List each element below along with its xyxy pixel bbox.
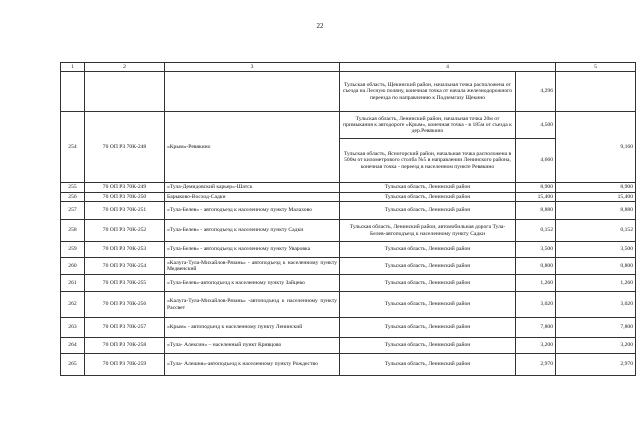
total-cell: 3,500 — [556, 242, 636, 258]
name-cell: «Тула- Алексин» – населенный пункт Кривцово — [165, 338, 340, 354]
length-cell: 15,400 — [516, 193, 556, 202]
code-cell: 70 ОП РЗ 70К-257 — [85, 318, 165, 338]
table-row — [61, 193, 636, 202]
location-cell: Тульская область, Ленинский район, автомобильная дорога Тула-Белев-автоподъезд к населенному пункту Садки — [340, 220, 516, 242]
num-cell — [61, 72, 85, 112]
name-cell: «Калуга-Тула-Михайлов-Рязань» - автоподъезд к населенному пункту Медвенский — [165, 258, 340, 275]
total-cell: 3,020 — [556, 292, 636, 318]
total-cell: 7,800 — [556, 318, 636, 338]
name-cell: «Крым» - автоподъезд к населенному пункту Ленинский — [165, 318, 340, 338]
code-cell: 70 ОП РЗ 70К-254 — [85, 258, 165, 275]
location-cell: Тульская область, Ленинский район — [340, 183, 516, 193]
total-cell — [556, 72, 636, 112]
name-cell: Барыково-Восход-Садки — [165, 193, 340, 202]
location-cell: Тульская область, Ленинский район — [340, 202, 516, 220]
table-row — [61, 183, 636, 193]
total-cell: 0,152 — [556, 220, 636, 242]
location-cell: Тульская область, Ленинский район — [340, 275, 516, 292]
length-cell: 4,500 — [516, 112, 556, 139]
num-cell: 256 — [61, 193, 85, 202]
total-cell: 1,260 — [556, 275, 636, 292]
table-row — [61, 258, 636, 275]
num-cell: 257 — [61, 202, 85, 220]
code-cell: 70 ОП РЗ 70К-256 — [85, 292, 165, 318]
header-cell: 1 — [61, 63, 85, 72]
total-cell: 8,900 — [556, 183, 636, 193]
name-cell: «Тула-Белев» - автоподъезд к населенному пункту Уваровка — [165, 242, 340, 258]
header-cell: 4 — [340, 63, 556, 72]
length-cell: 2,970 — [516, 354, 556, 376]
code-cell — [85, 72, 165, 112]
length-cell: 3,500 — [516, 242, 556, 258]
table-row — [61, 354, 636, 376]
location-cell: Тульская область, Ленинский район — [340, 292, 516, 318]
name-cell: «Тула-Белев»-автоподъезд к населенному пункту Зайцево — [165, 275, 340, 292]
name-cell: «Крым»-Ревякино — [165, 112, 340, 183]
num-cell: 265 — [61, 354, 85, 376]
num-cell: 254 — [61, 112, 85, 183]
table-row — [61, 318, 636, 338]
name-cell — [165, 72, 340, 112]
length-cell: 7,800 — [516, 318, 556, 338]
num-cell: 262 — [61, 292, 85, 318]
name-cell: «Тула- Алешня»-автоподъезд к населенному пункту Рождество — [165, 354, 340, 376]
name-cell: «Тула-Демидовский карьер»-Шатск — [165, 183, 340, 193]
total-cell: 9,160 — [556, 112, 636, 183]
length-cell: 8,880 — [516, 202, 556, 220]
code-cell: 70 ОП РЗ 70К-248 — [85, 112, 165, 183]
location-cell: Тульская область, Ясногорский район, начальная точка расположена в 500м от километрового столба №5 в направлении Ленинского района, конечная точка - переезд в населенном пункте Ревякино — [340, 139, 516, 183]
length-cell: 0,152 — [516, 220, 556, 242]
header-cell: 2 — [85, 63, 165, 72]
table-row — [61, 72, 636, 112]
length-cell: 4,296 — [516, 72, 556, 112]
name-cell: «Тула-Белев» - автоподъезд к населенному пункту Малахово — [165, 202, 340, 220]
table-row — [61, 338, 636, 354]
code-cell: 70 ОП РЗ 70К-259 — [85, 354, 165, 376]
length-cell: 0,800 — [516, 258, 556, 275]
total-cell: 3,200 — [556, 338, 636, 354]
location-cell: Тульская область, Ленинский район — [340, 258, 516, 275]
num-cell: 263 — [61, 318, 85, 338]
num-cell: 260 — [61, 258, 85, 275]
code-cell: 70 ОП РЗ 70К-252 — [85, 220, 165, 242]
location-cell: Тульская область, Ленинский район, начальная точка 20м от примыкания к автодороге «Крым», конечная точка - в 185м от съезда к дер.Ревякино — [340, 112, 516, 139]
header-row — [61, 63, 636, 72]
num-cell: 258 — [61, 220, 85, 242]
header-cell: 3 — [165, 63, 340, 72]
name-cell: «Калуга-Тула-Михайлов-Рязань» -автоподъезд к населенному пункту Рассвет — [165, 292, 340, 318]
location-cell: Тульская область, Ленинский район — [340, 354, 516, 376]
length-cell: 4,660 — [516, 139, 556, 183]
table-row — [61, 202, 636, 220]
length-cell: 8,900 — [516, 183, 556, 193]
length-cell: 1,260 — [516, 275, 556, 292]
total-cell: 0,800 — [556, 258, 636, 275]
total-cell: 2,970 — [556, 354, 636, 376]
num-cell: 255 — [61, 183, 85, 193]
location-cell: Тульская область, Щекинский район, начальная точка расположена от съезда на Лесную поляну, конечная точка от начала железнодорожного переезда по направлению к Подземгазу Щекино — [340, 72, 516, 112]
total-cell: 8,880 — [556, 202, 636, 220]
name-cell: «Тула-Белев» - автоподъезд к населенному пункту Садки — [165, 220, 340, 242]
code-cell: 70 ОП РЗ 70К-255 — [85, 275, 165, 292]
table-row — [61, 275, 636, 292]
length-cell: 3,020 — [516, 292, 556, 318]
length-cell: 3,200 — [516, 338, 556, 354]
code-cell: 70 ОП РЗ 70К-249 — [85, 183, 165, 193]
num-cell: 261 — [61, 275, 85, 292]
code-cell: 70 ОП РЗ 70К-251 — [85, 202, 165, 220]
road-register-table — [60, 62, 636, 376]
code-cell: 70 ОП РЗ 70К-250 — [85, 193, 165, 202]
location-cell: Тульская область, Ленинский район — [340, 338, 516, 354]
table-row — [61, 112, 636, 139]
table-row — [61, 242, 636, 258]
total-cell: 15,400 — [556, 193, 636, 202]
table-row — [61, 292, 636, 318]
location-cell: Тульская область, Ленинский район — [340, 193, 516, 202]
table-row — [61, 220, 636, 242]
header-cell: 5 — [556, 63, 636, 72]
code-cell: 70 ОП РЗ 70К-253 — [85, 242, 165, 258]
num-cell: 264 — [61, 338, 85, 354]
location-cell: Тульская область, Ленинский район — [340, 242, 516, 258]
code-cell: 70 ОП РЗ 70К-258 — [85, 338, 165, 354]
num-cell: 259 — [61, 242, 85, 258]
page-number: 22 — [316, 22, 324, 30]
location-cell: Тульская область, Ленинский район — [340, 318, 516, 338]
